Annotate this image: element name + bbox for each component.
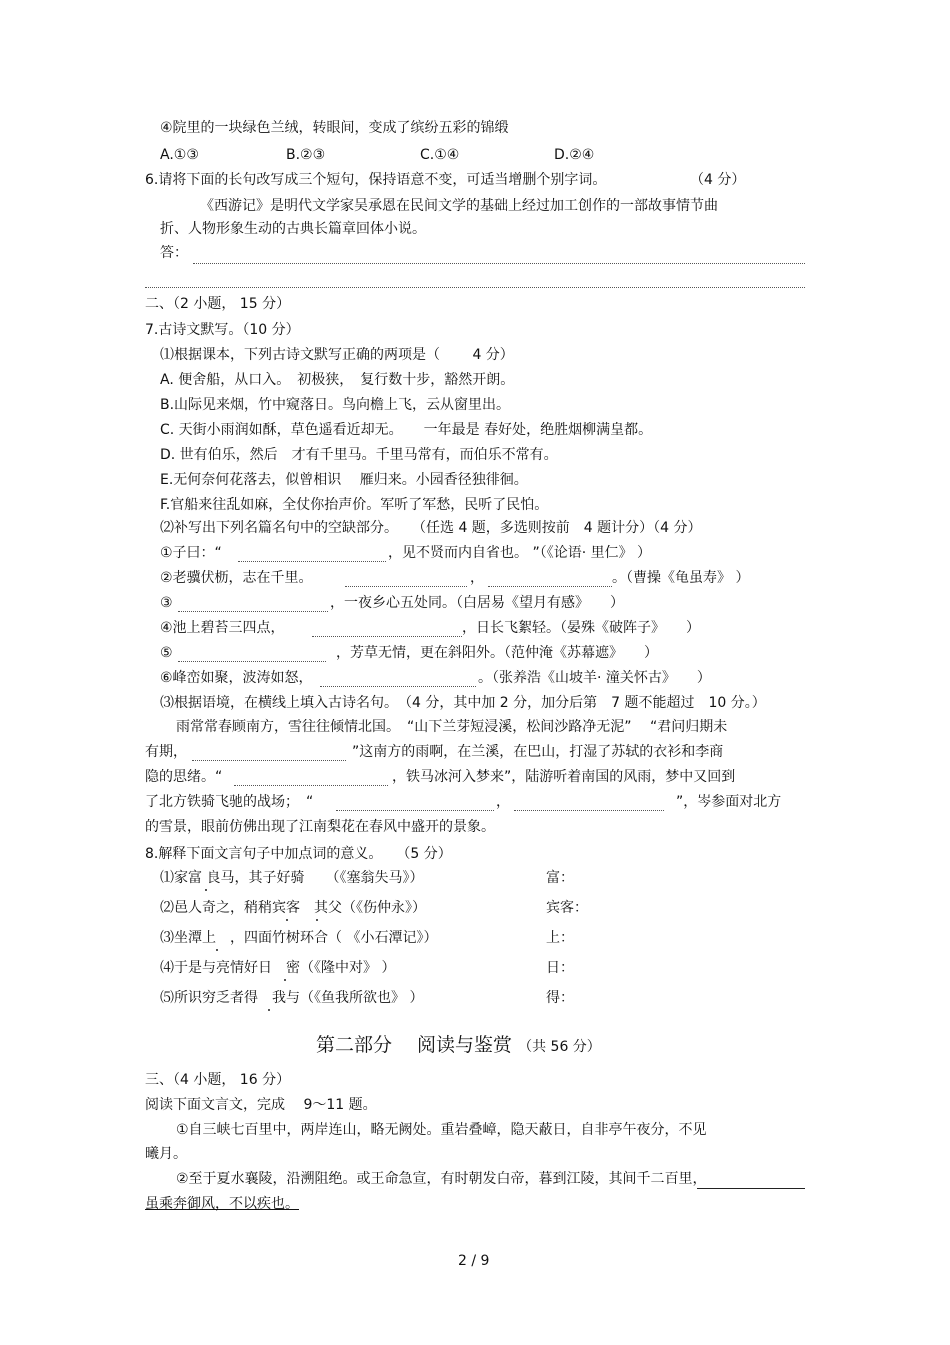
blank4-suffix: ，日长飞絮轻。（晏殊《破阵子》 ）: [462, 620, 700, 636]
blank5-line[interactable]: [178, 661, 326, 662]
q7-sub2: ⑵补写出下列名篇名句中的空缺部分。 （任选 4 题，多选则按前 4 题计分）（4 分）: [160, 520, 702, 536]
q8-item2-sentence: ⑵邑人奇之，稍稍宾客 其父（《伤仲永》）: [160, 900, 426, 916]
q5-option-b: B.②③: [286, 147, 326, 163]
q6-answer-label: 答：: [160, 245, 188, 261]
q7-option-f: F.官船来往乱如麻，全仗你抬声价。军听了军愁，民听了民怕。: [160, 497, 549, 513]
q7-para-line4-mid: ，: [496, 794, 510, 810]
emphasis-dot: [268, 1009, 270, 1011]
q7-sub1: ⑴根据课本，下列古诗文默写正确的两项是（ 4 分）: [160, 347, 514, 363]
q7-para-line2-suffix: ”这南方的雨啊，在兰溪，在巴山，打湿了苏轼的衣衫和李商: [352, 744, 724, 760]
q5-option-d: D.②④: [554, 147, 595, 163]
emphasis-dot: [286, 919, 288, 921]
passage-p2-line1-b: 百里，: [664, 1171, 707, 1187]
q8-item3-sentence: ⑶坐潭上 ，四面竹树环合（ 《小石潭记》）: [160, 930, 438, 946]
blank3-prefix: ③: [160, 595, 173, 611]
passage-p1-line2: 曦月。: [145, 1146, 187, 1162]
blank1-line[interactable]: [238, 561, 386, 562]
q8-item1-sentence: ⑴家富 良马，其子好骑 （《塞翁失马》）: [160, 870, 424, 886]
q6-answer-line-1[interactable]: [193, 263, 805, 264]
q7-option-e: E.无何奈何花落去，似曾相识 雁归来。小园香径独徘徊。: [160, 472, 528, 488]
blank2-line-b[interactable]: [488, 586, 612, 587]
q7-para-line4-suffix: ”，岑参面对北方: [676, 794, 782, 810]
q6-text-line2: 折、人物形象生动的古典长篇章回体小说。: [160, 221, 426, 237]
blank3-suffix: ，一夜乡心五处同。（白居易《望月有感》 ）: [330, 595, 624, 611]
q5-item4: ④院里的一块绿色兰绒，转眼间，变成了缤纷五彩的锦缎: [160, 120, 509, 136]
q7-option-a: A. 便舍船，从口入。 初极狭， 复行数十步，豁然开朗。: [160, 372, 515, 388]
blank6-suffix: 。（张养浩《山坡羊· 潼关怀古》 ）: [478, 670, 711, 686]
blank5-prefix: ⑤: [160, 645, 173, 661]
blank2-prefix: ②老骥伏枥，志在千里。: [160, 570, 313, 586]
q7-para-line3-prefix: 隐的思绪。“: [145, 769, 223, 785]
emphasis-dot: [205, 889, 207, 891]
q8-item2-word: 宾客：: [546, 900, 588, 916]
q7-para-line4-prefix: 了北方铁骑飞驰的战场； “: [145, 794, 314, 810]
q8-item4-sentence: ⑷于是与亮情好日 密（《隆中对》 ）: [160, 960, 396, 976]
passage-p2-line2: 虽乘奔御风，不以疾也。: [145, 1196, 299, 1212]
q6-answer-line-2[interactable]: [145, 287, 805, 288]
q7-option-c: C. 天街小雨润如酥，草色遥看近却无。 一年最是 春好处，绝胜烟柳满皇都。: [160, 422, 653, 438]
q8-stem: 8.解释下面文言句子中加点词的意义。 （5 分）: [145, 846, 452, 862]
blank1-suffix: ，见不贤而内自省也。 ”（《论语· 里仁》 ）: [388, 545, 652, 561]
passage-p1-line1: ①自三峡七百里中，两岸连山，略无阙处。重岩叠嶂，隐天蔽日，自非亭午夜分，不见: [176, 1122, 707, 1138]
emphasis-dot: [316, 919, 318, 921]
q7-option-b: B.山际见来烟，竹中窥落日。鸟向檐上飞，云从窗里出。: [160, 397, 511, 413]
q6-text-line1: 《西游记》是明代文学家吴承恩在民间文学的基础上经过加工创作的一部故事情节曲: [200, 198, 718, 214]
blank1-prefix: ①子曰：“: [160, 545, 222, 561]
blank6-line[interactable]: [320, 686, 476, 687]
q8-item3-word: 上：: [546, 930, 574, 946]
blank5-suffix: ，芳草无情，更在斜阳外。（范仲淹《苏幕遮》 ）: [336, 645, 658, 661]
q7-option-d: D. 世有伯乐，然后 才有千里马。千里马常有，而伯乐不常有。: [160, 447, 558, 463]
q7-stem: 7.古诗文默写。（10 分）: [145, 322, 300, 338]
q7-para-line3-suffix: ，铁马冰河入梦来”，陆游听着南国的风雨，梦中又回到: [392, 769, 736, 785]
q8-item1-word: 富：: [546, 870, 574, 886]
blank6-prefix: ⑥峰峦如聚，波涛如怒，: [160, 670, 313, 686]
emphasis-dot: [284, 979, 286, 981]
para-blank2-line[interactable]: [234, 785, 388, 786]
blank3-line[interactable]: [178, 611, 328, 612]
q6-score: （4 分）: [690, 172, 746, 188]
q8-item5-sentence: ⑸所识穷乏者得 我与（《鱼我所欲也》 ）: [160, 990, 424, 1006]
passage-p2-line1: [176, 1170, 707, 1188]
q8-item5-word: 得：: [546, 990, 574, 1006]
section3-intro: 阅读下面文言文，完成 9～11 题。: [145, 1097, 377, 1113]
q7-sub3: ⑶根据语境，在横线上填入古诗名句。 （4 分，其中加 2 分，加分后第 7 题不能超过 10 分。）: [160, 695, 766, 711]
part2-heading: [316, 1030, 601, 1057]
blank2-line-a[interactable]: [345, 586, 467, 587]
q5-option-a: A.①③: [160, 147, 199, 163]
passage-p2-line1-a: ②至于夏水襄陵，沿溯阻绝。或王命急宣，有时朝发白帝，暮到江陵，其间千二: [176, 1171, 665, 1187]
underline-rule: [697, 1188, 805, 1189]
para-blank3-line[interactable]: [336, 810, 494, 811]
q7-para-line2-prefix: 有期，: [145, 744, 187, 760]
section2-title: 二、（2 小题， 15 分）: [145, 296, 291, 312]
para-blank4-line[interactable]: [514, 810, 664, 811]
blank2-suffix: 。（曹操《龟虽寿》 ）: [612, 570, 750, 586]
para-blank1-line[interactable]: [192, 760, 346, 761]
q5-option-c: C.①④: [420, 147, 460, 163]
part2-score: （共 56 分）: [518, 1039, 601, 1055]
section3-title: 三、（4 小题， 16 分）: [145, 1072, 291, 1088]
q8-item4-word: 日：: [546, 960, 574, 976]
q7-para-line1: 雨常常春顾南方，雪往往倾情北国。 “山下兰芽短浸溪，松间沙路净无泥” “君问归期未: [176, 719, 728, 735]
emphasis-dot: [216, 949, 218, 951]
page-number: 2 / 9: [458, 1253, 490, 1269]
part2-title: 第二部分 阅读与鉴赏: [316, 1034, 513, 1056]
q6-stem: 6.请将下面的长句改写成三个短句，保持语意不变，可适当增删个别字词。: [145, 172, 607, 188]
blank4-line[interactable]: [312, 636, 462, 637]
blank2-mid: ，: [470, 570, 484, 586]
q7-para-line5: 的雪景，眼前仿佛出现了江南梨花在春风中盛开的景象。: [145, 819, 495, 835]
blank4-prefix: ④池上碧苔三四点，: [160, 620, 285, 636]
